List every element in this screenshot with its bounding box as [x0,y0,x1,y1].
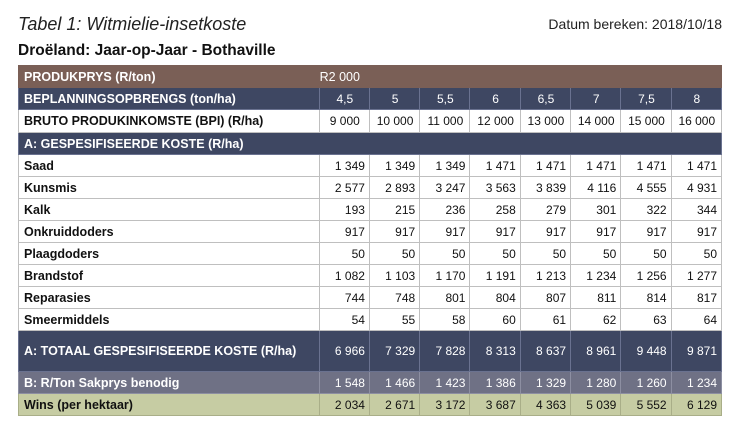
cost-row-cell: 50 [621,243,671,265]
total-costs-row [19,331,722,372]
cost-row-label: Reparasies [19,287,320,309]
yield-row-cell: 7,5 [621,88,671,110]
yield-row-cell: 5,5 [420,88,470,110]
cost-row-cell: 744 [319,287,369,309]
cost-row-cell: 811 [571,287,621,309]
cost-row-cell: 3 247 [420,177,470,199]
bpi-row-cell: 13 000 [520,110,570,133]
cost-row [19,265,722,287]
calculation-date: Datum bereken: 2018/10/18 [548,16,722,32]
yield-row-cell: 6,5 [520,88,570,110]
cost-row-cell: 917 [470,221,520,243]
sales-price-row-cell: 1 386 [470,372,520,394]
cost-row-cell: 1 103 [369,265,419,287]
total-costs-row-cell: 7 828 [420,331,470,372]
cost-row-cell: 1 213 [520,265,570,287]
total-costs-row-label: A: TOTAAL GESPESIFISEERDE KOSTE (R/ha) [19,331,320,372]
bpi-row-label: BRUTO PRODUKINKOMSTE (BPI) (R/ha) [19,110,320,133]
cost-row-cell: 1 349 [420,155,470,177]
cost-row [19,221,722,243]
cost-row-label: Kalk [19,199,320,221]
cost-row-cell: 2 577 [319,177,369,199]
cost-row-label: Plaagdoders [19,243,320,265]
cost-row [19,243,722,265]
profit-row-cell: 3 687 [470,394,520,416]
cost-row-cell: 807 [520,287,570,309]
total-costs-row-cell: 9 871 [671,331,721,372]
cost-row-cell: 63 [621,309,671,331]
section-a-header-label: A: GESPESIFISEERDE KOSTE (R/ha) [19,133,722,155]
cost-row-label: Onkruiddoders [19,221,320,243]
cost-row-cell: 193 [319,199,369,221]
bpi-row-cell: 11 000 [420,110,470,133]
yield-row-cell: 5 [369,88,419,110]
cost-row [19,177,722,199]
sales-price-row-cell: 1 466 [369,372,419,394]
total-costs-row-cell: 8 961 [571,331,621,372]
cost-row-cell: 1 471 [671,155,721,177]
cost-row-cell: 1 471 [571,155,621,177]
cost-row-cell: 748 [369,287,419,309]
cost-row-cell: 64 [671,309,721,331]
yield-row [19,88,722,110]
cost-row-cell: 1 349 [319,155,369,177]
cost-table [18,65,722,416]
bpi-row-cell: 9 000 [319,110,369,133]
price-row [19,66,722,88]
cost-row-cell: 50 [470,243,520,265]
cost-row-cell: 61 [520,309,570,331]
cost-row-cell: 236 [420,199,470,221]
cost-row-cell: 1 191 [470,265,520,287]
cost-row-cell: 50 [571,243,621,265]
profit-row-cell: 3 172 [420,394,470,416]
price-row-value: R2 000 [319,66,721,88]
cost-row-cell: 817 [671,287,721,309]
profit-row-cell: 5 039 [571,394,621,416]
total-costs-row-cell: 9 448 [621,331,671,372]
cost-row-cell: 1 170 [420,265,470,287]
bpi-row-cell: 10 000 [369,110,419,133]
yield-row-label: BEPLANNINGSOPBRENGS (ton/ha) [19,88,320,110]
cost-row-cell: 1 471 [470,155,520,177]
cost-row-cell: 1 234 [571,265,621,287]
cost-row-cell: 4 931 [671,177,721,199]
cost-row-cell: 50 [520,243,570,265]
profit-row-label: Wins (per hektaar) [19,394,320,416]
total-costs-row-cell: 6 966 [319,331,369,372]
cost-row-cell: 54 [319,309,369,331]
sales-price-row [19,372,722,394]
cost-row-cell: 322 [621,199,671,221]
table-caption: Tabel 1: Witmielie-insetkoste [18,14,247,34]
cost-row-cell: 215 [369,199,419,221]
cost-row-cell: 3 839 [520,177,570,199]
total-costs-row-cell: 7 329 [369,331,419,372]
cost-row-cell: 917 [671,221,721,243]
cost-row-cell: 279 [520,199,570,221]
profit-row-cell: 5 552 [621,394,671,416]
price-row-label: PRODUKPRYS (R/ton) [19,66,320,88]
bpi-row [19,110,722,133]
bpi-row-cell: 16 000 [671,110,721,133]
sales-price-row-cell: 1 234 [671,372,721,394]
cost-row-cell: 804 [470,287,520,309]
cost-row-cell: 258 [470,199,520,221]
sales-price-row-cell: 1 260 [621,372,671,394]
sales-price-row-label: B: R/Ton Sakprys benodig [19,372,320,394]
cost-row-cell: 801 [420,287,470,309]
cost-row-cell: 917 [319,221,369,243]
total-costs-row-cell: 8 313 [470,331,520,372]
cost-row-cell: 4 116 [571,177,621,199]
cost-row-cell: 50 [420,243,470,265]
cost-row-cell: 50 [319,243,369,265]
cost-row-cell: 301 [571,199,621,221]
cost-row-cell: 2 893 [369,177,419,199]
sales-price-row-cell: 1 548 [319,372,369,394]
cost-row [19,199,722,221]
cost-row-cell: 1 277 [671,265,721,287]
cost-row [19,287,722,309]
cost-row-cell: 50 [369,243,419,265]
cost-row-cell: 917 [621,221,671,243]
bpi-row-cell: 12 000 [470,110,520,133]
sales-price-row-cell: 1 329 [520,372,570,394]
profit-row-cell: 2 671 [369,394,419,416]
cost-row-cell: 917 [369,221,419,243]
profit-row-cell: 4 363 [520,394,570,416]
cost-row-cell: 1 349 [369,155,419,177]
cost-row-cell: 3 563 [470,177,520,199]
cost-row [19,155,722,177]
cost-row-cell: 55 [369,309,419,331]
total-costs-row-cell: 8 637 [520,331,570,372]
profit-row-cell: 2 034 [319,394,369,416]
cost-row-cell: 1 082 [319,265,369,287]
cost-row-cell: 4 555 [621,177,671,199]
sales-price-row-cell: 1 280 [571,372,621,394]
bpi-row-cell: 14 000 [571,110,621,133]
cost-row-label: Brandstof [19,265,320,287]
table-subtitle: Droëland: Jaar-op-Jaar - Bothaville [18,42,276,59]
cost-row-cell: 814 [621,287,671,309]
cost-row-cell: 60 [470,309,520,331]
profit-row-cell: 6 129 [671,394,721,416]
cost-row-cell: 917 [520,221,570,243]
cost-row-cell: 1 256 [621,265,671,287]
cost-row [19,309,722,331]
yield-row-cell: 7 [571,88,621,110]
cost-row-cell: 344 [671,199,721,221]
yield-row-cell: 8 [671,88,721,110]
section-a-header [19,133,722,155]
sales-price-row-cell: 1 423 [420,372,470,394]
cost-row-cell: 58 [420,309,470,331]
cost-row-cell: 62 [571,309,621,331]
bpi-row-cell: 15 000 [621,110,671,133]
cost-row-cell: 917 [420,221,470,243]
cost-row-cell: 917 [571,221,621,243]
yield-row-cell: 6 [470,88,520,110]
cost-row-label: Saad [19,155,320,177]
cost-row-label: Smeermiddels [19,309,320,331]
cost-row-label: Kunsmis [19,177,320,199]
yield-row-cell: 4,5 [319,88,369,110]
cost-row-cell: 1 471 [621,155,671,177]
cost-row-cell: 50 [671,243,721,265]
cost-row-cell: 1 471 [520,155,570,177]
profit-row [19,394,722,416]
